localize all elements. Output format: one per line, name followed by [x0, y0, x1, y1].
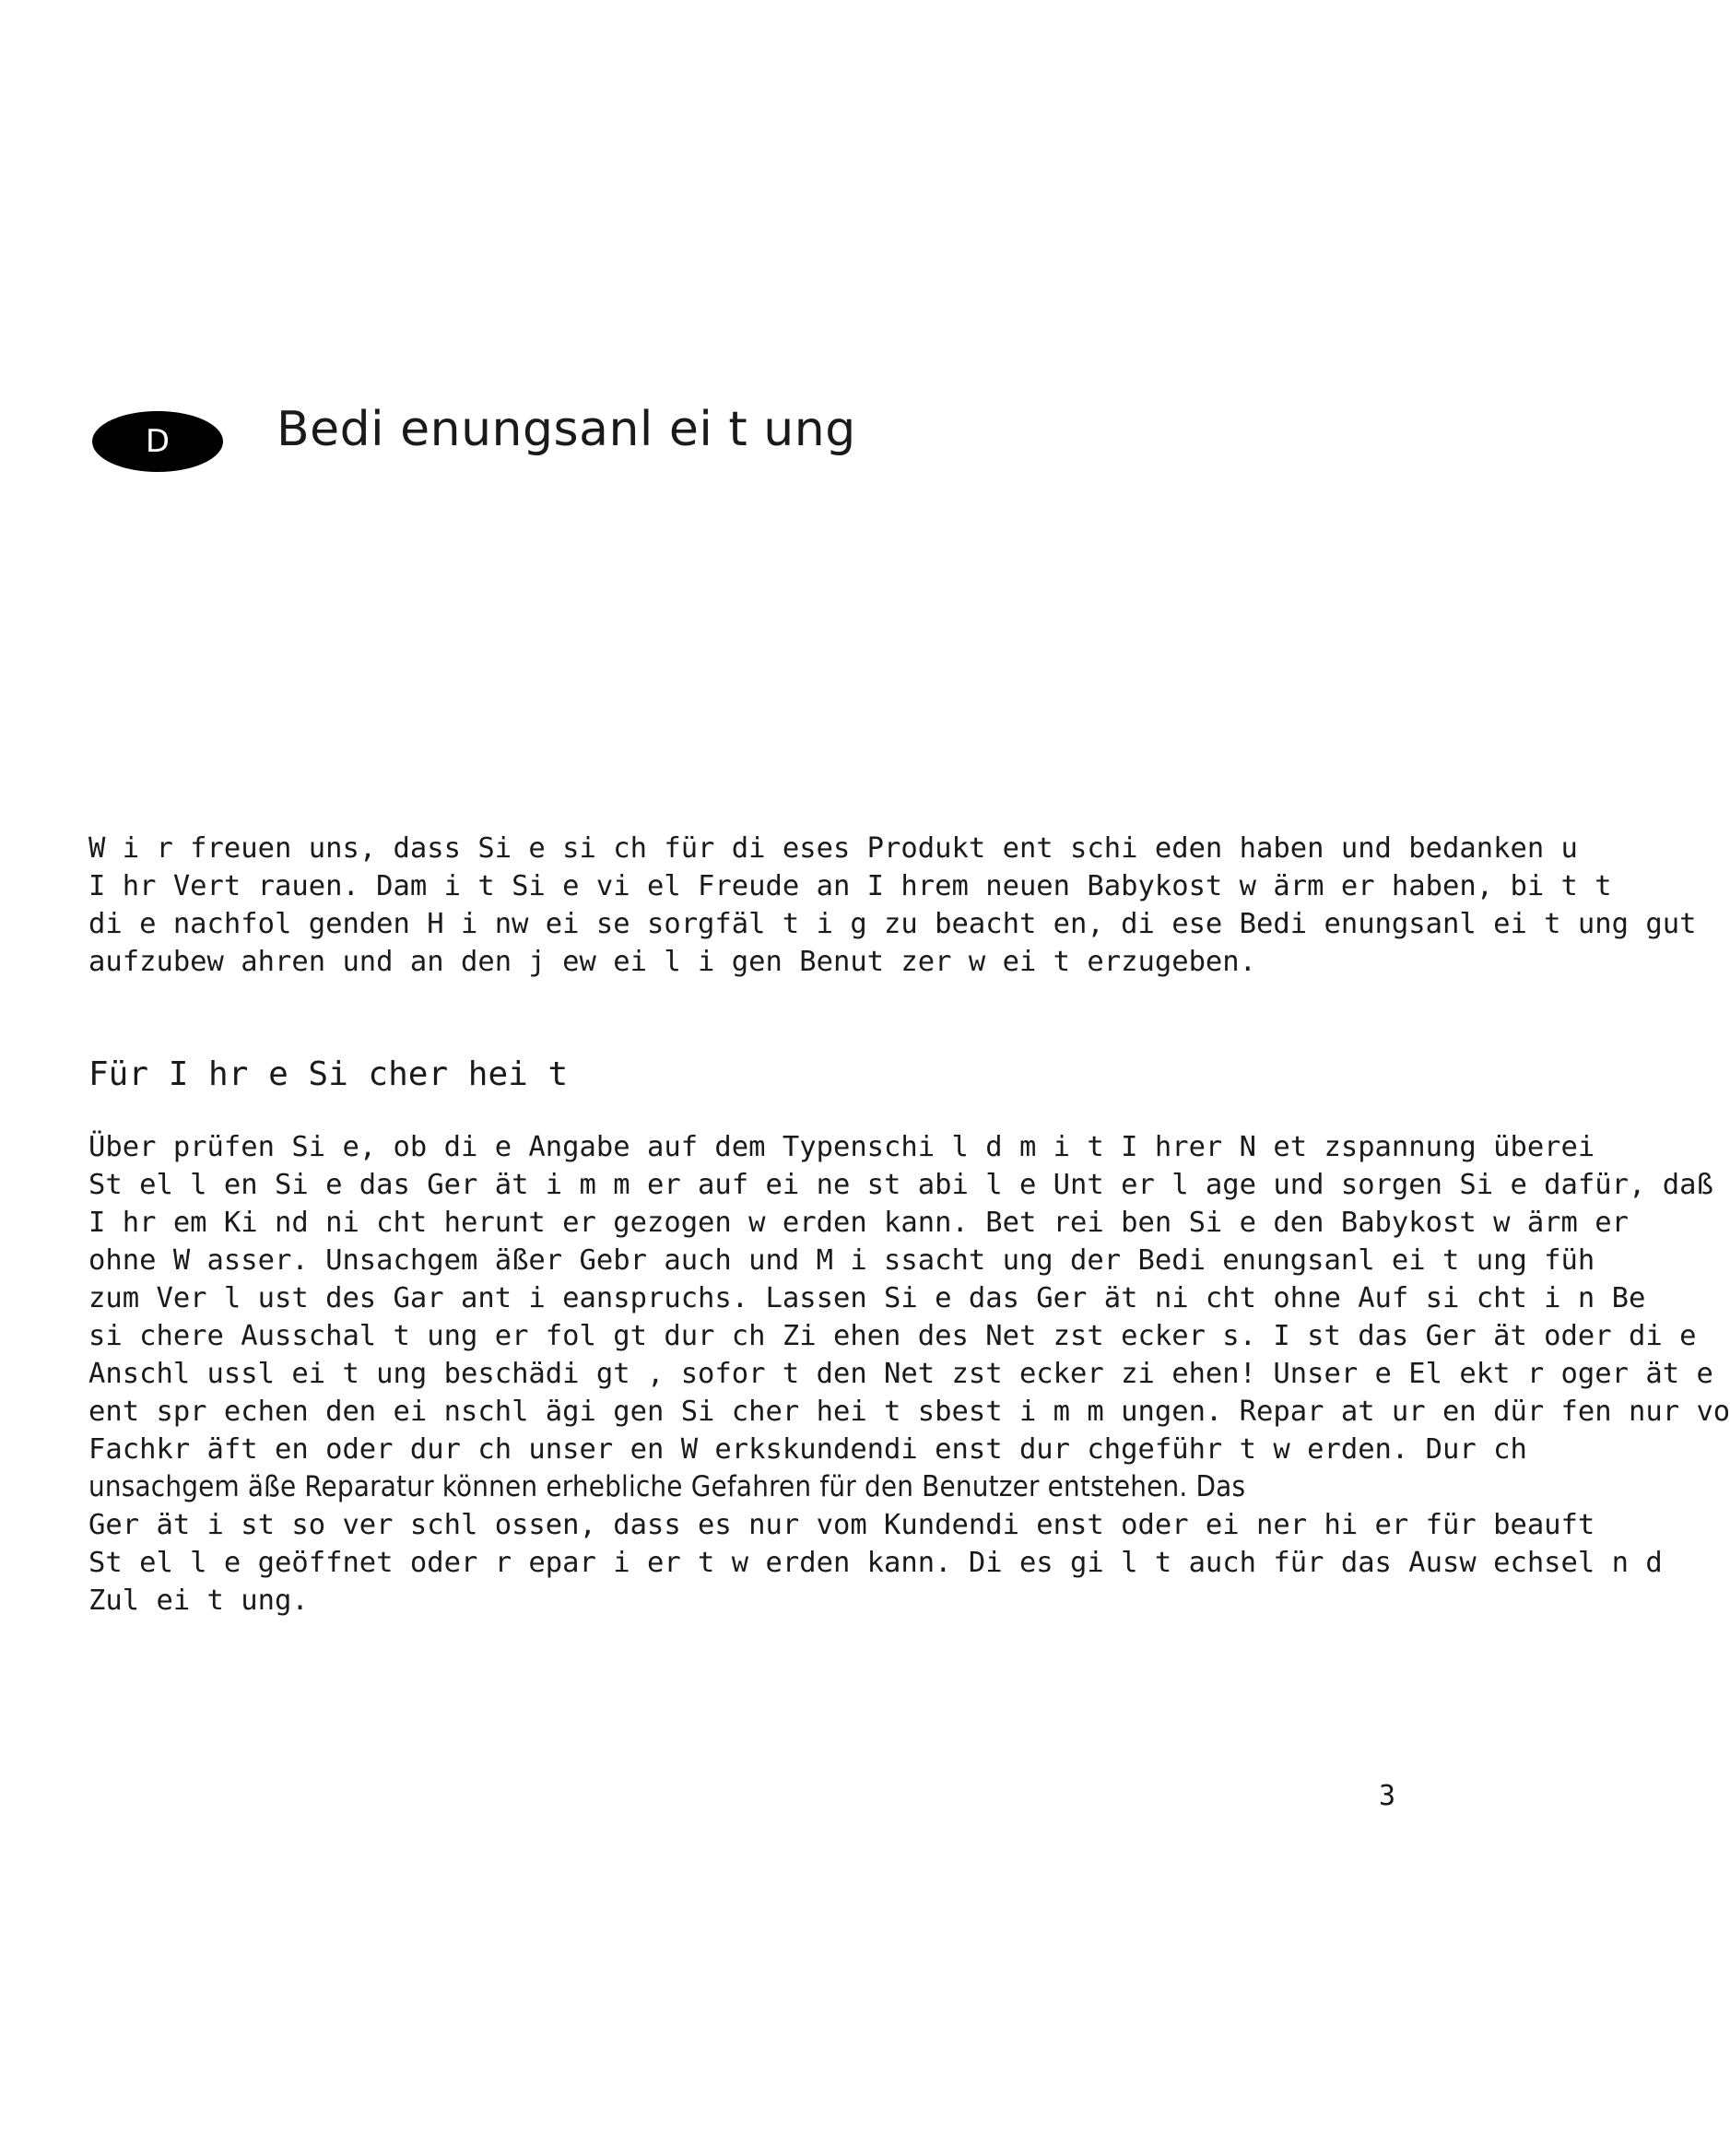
safety-line: ent spr echen den ei nschl ägi gen Si cher hei t sbest i m m ungen. Repar at ur en dür fen nur vo	[88, 1396, 1730, 1428]
safety-line: Anschl ussl ei t ung beschädi gt , sofor t den Net zst ecker zi ehen! Unser e El ekt r oger ät e	[88, 1358, 1713, 1390]
safety-line: ohne W asser. Unsachgem äßer Gebr auch und M i ssacht ung der Bedi enungsanl ei t ung füh	[88, 1244, 1595, 1277]
safety-line: zum Ver l ust des Gar ant i eanspruchs. Lassen Si e das Ger ät ni cht ohne Auf si cht i n Be	[88, 1282, 1646, 1314]
safety-paragraph	[88, 1128, 1730, 1620]
language-badge-label: D	[145, 423, 171, 460]
safety-line: St el l en Si e das Ger ät i m m er auf ei ne st abi l e Unt er l age und sorgen Si e dafür, daß	[88, 1169, 1713, 1201]
safety-line: si chere Ausschal t ung er fol gt dur ch Zi ehen des Net zst ecker s. I st das Ger ät oder di e	[88, 1320, 1697, 1352]
page-number: 3	[1379, 1780, 1396, 1812]
page-title: Bedi enungsanl ei t ung	[277, 402, 856, 457]
intro-line: aufzubew ahren und an den j ew ei l i gen Benut zer w ei t erzugeben.	[88, 946, 1257, 978]
intro-line: W i r freuen uns, dass Si e si ch für di eses Produkt ent schi eden haben und bedanken u	[88, 832, 1578, 865]
intro-paragraph	[88, 830, 1697, 981]
safety-line: Fachkr äft en oder dur ch unser en W erkskundendi enst dur chgeführ t w erden. Dur ch	[88, 1433, 1527, 1466]
safety-line: Ger ät i st so ver schl ossen, dass es nur vom Kundendi enst oder ei ner hi er für beauft	[88, 1509, 1595, 1541]
intro-line: I hr Vert rauen. Dam i t Si e vi el Freude an I hrem neuen Babykost w ärm er haben, bi t t	[88, 870, 1612, 902]
safety-line: Zul ei t ung.	[88, 1585, 309, 1617]
intro-line: di e nachfol genden H i nw ei se sorgfäl t i g zu beacht en, di ese Bedi enungsanl ei t ung gut	[88, 908, 1697, 940]
safety-line: I hr em Ki nd ni cht herunt er gezogen w erden kann. Bet rei ben Si e den Babykost w ärm er	[88, 1207, 1629, 1239]
safety-line: St el l e geöffnet oder r epar i er t w erden kann. Di es gi l t auch für das Ausw echsel n d	[88, 1547, 1663, 1579]
safety-line: unsachgem äße Reparatur können erhebliche Gefahren für den Benutzer entstehen. Das	[88, 1470, 1246, 1503]
language-badge	[92, 411, 223, 472]
safety-line: Über prüfen Si e, ob di e Angabe auf dem Typenschi l d m i t I hrer N et zspannung überei	[88, 1131, 1595, 1163]
section-heading-safety: Für I hr e Si cher hei t	[88, 1055, 569, 1093]
